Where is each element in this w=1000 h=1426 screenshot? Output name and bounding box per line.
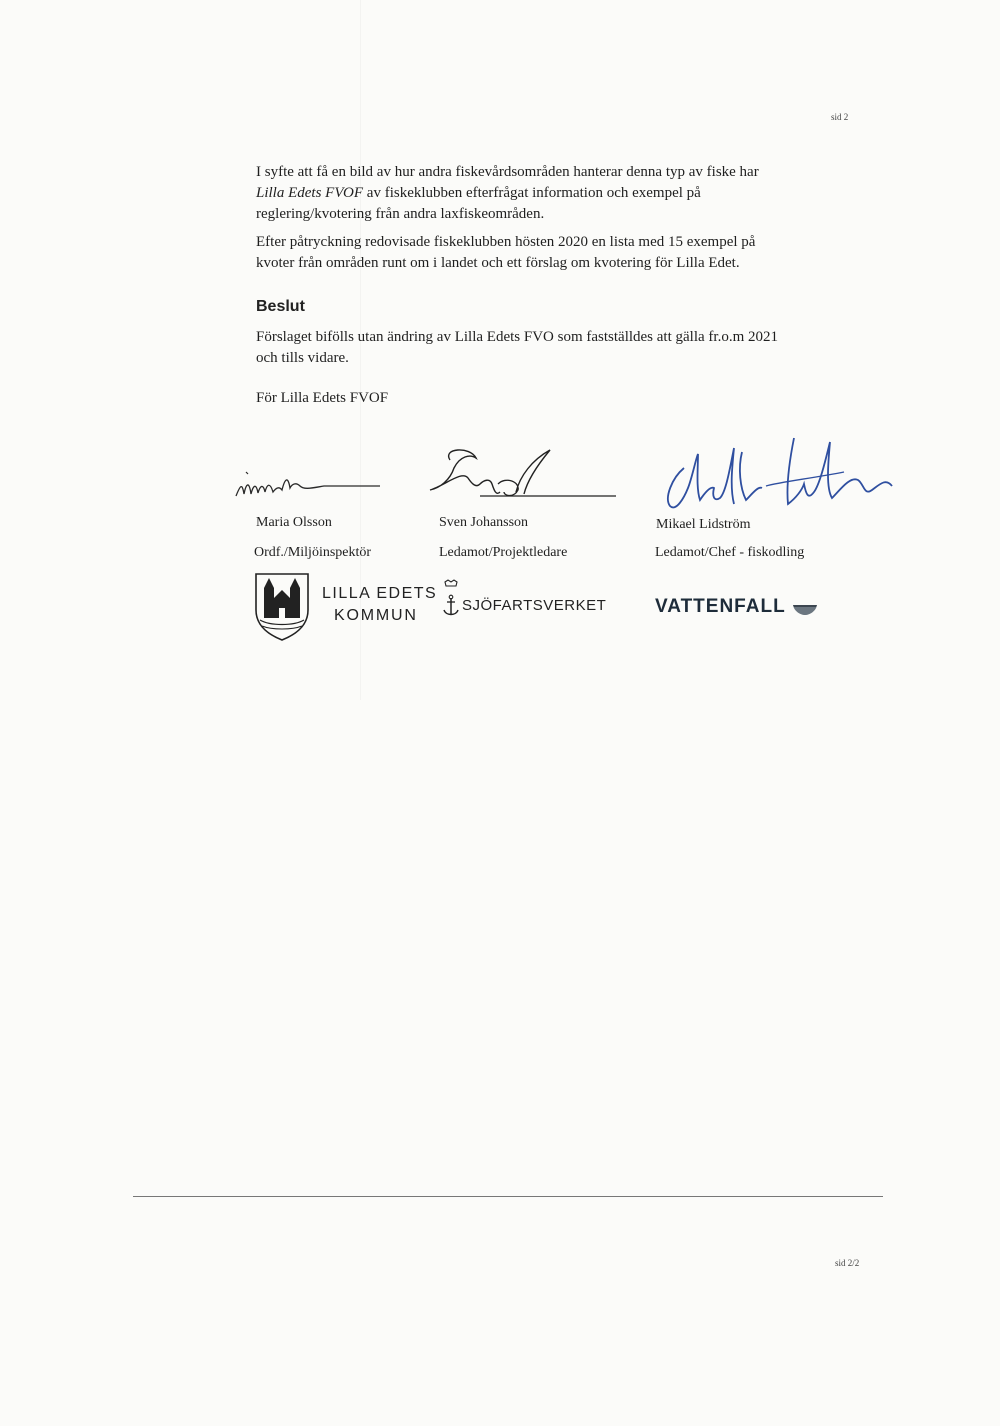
signature-mikael-lidstrom bbox=[654, 428, 904, 518]
signatory-3-title: Ledamot/Chef - fiskodling bbox=[655, 545, 805, 560]
decision-heading: Beslut bbox=[256, 298, 305, 315]
kommun-logo-line-1: LILLA EDETS bbox=[322, 585, 438, 602]
kommun-logo-line-2: KOMMUN bbox=[334, 607, 418, 624]
sjofartsverket-anchor-icon bbox=[440, 578, 462, 618]
lilla-edets-coat-of-arms-icon bbox=[252, 570, 312, 642]
intro-line-2-rest: av fiskeklubben efterfrågat information och exempel på bbox=[363, 185, 701, 201]
signatory-3-name: Mikael Lidström bbox=[656, 517, 751, 532]
signature-maria-olsson bbox=[232, 468, 382, 504]
decision-line-1: Förslaget bifölls utan ändring av Lilla Edets FVO som fastställdes att gälla fr.o.m 2021 bbox=[256, 329, 778, 345]
intro-line-3: reglering/kvotering från andra laxfiskeområden. bbox=[256, 206, 545, 222]
intro-italic-org: Lilla Edets FVOF bbox=[256, 185, 364, 201]
signature-sven-johansson bbox=[420, 440, 620, 510]
followup-line-1: Efter påtryckning redovisade fiskeklubben hösten 2020 en lista med 15 exempel på bbox=[256, 234, 756, 250]
signatory-2-name: Sven Johansson bbox=[439, 515, 529, 530]
footer-divider bbox=[133, 1196, 883, 1197]
followup-paragraph bbox=[256, 232, 866, 274]
decision-paragraph bbox=[256, 327, 866, 369]
signatory-1-title: Ordf./Miljöinspektör bbox=[254, 545, 372, 560]
sjofartsverket-logo-text: SJÖFARTSVERKET bbox=[462, 597, 607, 614]
intro-line-2 bbox=[256, 183, 866, 204]
page-number-top: sid 2 bbox=[831, 112, 849, 122]
decision-line-2: och tills vidare. bbox=[256, 350, 349, 366]
on-behalf-line: För Lilla Edets FVOF bbox=[256, 390, 389, 406]
vattenfall-logo-text: VATTENFALL bbox=[655, 596, 786, 617]
signatory-2-title: Ledamot/Projektledare bbox=[439, 545, 568, 560]
followup-line-2: kvoter från områden runt om i landet och ett förslag om kvotering för Lilla Edet. bbox=[256, 255, 740, 271]
page-number-bottom: sid 2/2 bbox=[835, 1258, 860, 1268]
signatory-1-name: Maria Olsson bbox=[256, 515, 332, 530]
intro-paragraph bbox=[256, 162, 866, 225]
intro-line-1: I syfte att få en bild av hur andra fiskevårdsområden hanterar denna typ av fiske har bbox=[256, 164, 759, 180]
vattenfall-logo-mark-icon bbox=[792, 603, 818, 617]
